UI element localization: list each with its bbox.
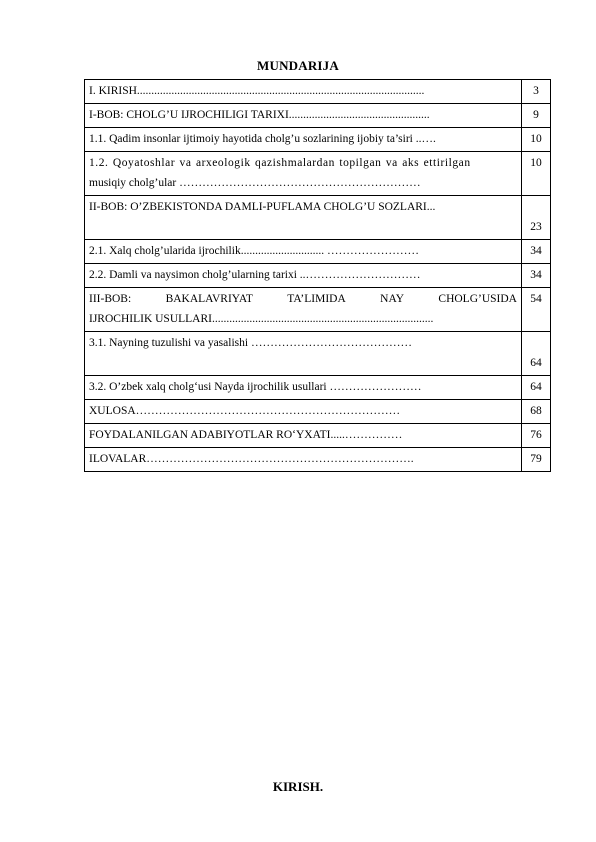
toc-row-adabiyotlar	[85, 424, 551, 448]
table-of-contents	[84, 79, 551, 472]
toc-row-1-2	[85, 152, 551, 196]
toc-row-2-2	[85, 264, 551, 288]
toc-page-number: 34	[522, 264, 551, 288]
toc-entry-text[interactable]: ILOVALAR…………………………………………………………….	[85, 448, 522, 472]
toc-row-1-1	[85, 128, 551, 152]
toc-row-chapter-2	[85, 196, 551, 240]
toc-entry-line: IJROCHILIK USULLARI.............................................................................	[89, 313, 434, 325]
toc-entry-line: musiqiy cholg’ular ………………………………………………………	[89, 177, 421, 189]
toc-entry-multiline[interactable]	[85, 288, 522, 332]
toc-page-number: 76	[522, 424, 551, 448]
toc-row-xulosa	[85, 400, 551, 424]
toc-entry-text[interactable]: 1.1. Qadim insonlar ijtimoiy hayotida cholg’u sozlarining ijobiy ta’siri ..….	[85, 128, 522, 152]
toc-entry-text[interactable]: 3.2. O’zbek xalq cholg‘usi Nayda ijrochilik usullari ……………………	[85, 376, 522, 400]
toc-page-number: 3	[522, 80, 551, 104]
toc-page-number: 64	[522, 332, 551, 376]
section-heading-kirish: KIRISH.	[272, 779, 324, 794]
toc-entry-line: 1.2. Qoyatoshlar va arxeologik qazishmalardan topilgan va aks ettirilgan	[89, 157, 471, 169]
toc-row-ilovalar	[85, 448, 551, 472]
toc-entry-line: II-BOB: O’ZBEKISTONDA DAMLI-PUFLAMA CHOLG’U SOZLARI...	[89, 201, 436, 213]
toc-page-number: 79	[522, 448, 551, 472]
toc-entry-text[interactable]: FOYDALANILGAN ADABIYOTLAR RO‘YXATI.....……………	[85, 424, 522, 448]
toc-entry-text[interactable]: XULOSA……………………………………………………………	[85, 400, 522, 424]
page-title: MUNDARIJA	[257, 58, 339, 73]
toc-entry-line: 3.1. Nayning tuzulishi va yasalishi ……………………………………	[89, 337, 412, 349]
toc-page-number: 68	[522, 400, 551, 424]
toc-entry-multiline[interactable]	[85, 152, 522, 196]
toc-page-number: 23	[522, 196, 551, 240]
toc-entry-text[interactable]: 2.2. Damli va naysimon cholg’ularning tarixi ..…………………………	[85, 264, 522, 288]
toc-row-3-1	[85, 332, 551, 376]
toc-page-number: 10	[522, 128, 551, 152]
toc-entry-text[interactable]: I. KIRISH....................................................................................................	[85, 80, 522, 104]
toc-page-number: 64	[522, 376, 551, 400]
toc-entry-text[interactable]: 2.1. Xalq cholg’ularida ijrochilik............................. ……………………	[85, 240, 522, 264]
toc-entry-text[interactable]: I-BOB: CHOLG’U IJROCHILIGI TARIXI.................................................	[85, 104, 522, 128]
toc-row-3-2	[85, 376, 551, 400]
toc-page-number: 10	[522, 152, 551, 196]
toc-page-number: 34	[522, 240, 551, 264]
toc-page-number: 54	[522, 288, 551, 332]
toc-entry-multiline[interactable]	[85, 196, 522, 240]
toc-page-number: 9	[522, 104, 551, 128]
toc-entry-multiline[interactable]	[85, 332, 522, 376]
toc-row-2-1	[85, 240, 551, 264]
toc-row-chapter-1	[85, 104, 551, 128]
toc-row-kirish	[85, 80, 551, 104]
toc-row-chapter-3	[85, 288, 551, 332]
toc-entry-line-justified: III-BOB: BAKALAVRIYAT TA’LIMIDA NAY CHOLG’USIDA	[89, 293, 517, 305]
